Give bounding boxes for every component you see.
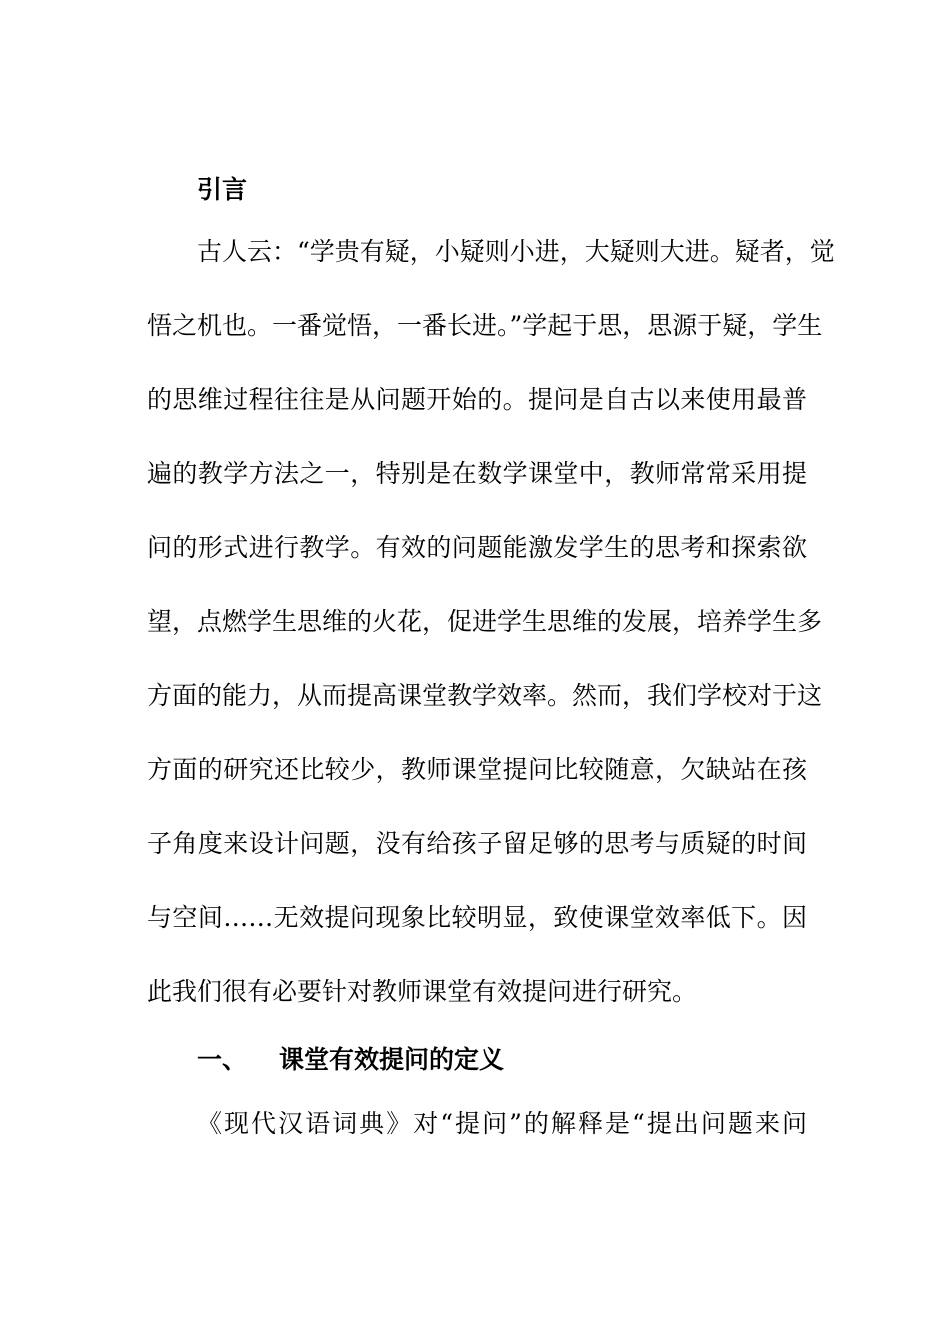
paragraph-line: 方面的能力，从而提高课堂教学效率。然而，我们学校对于这 (147, 681, 823, 710)
paragraph-line: 方面的研究还比较少，教师课堂提问比较随意，欠缺站在孩 (147, 755, 807, 784)
section-number: 一、 (197, 1045, 248, 1074)
paragraph-line: 望，点燃学生思维的火花，促进学生思维的发展，培养学生多 (147, 607, 823, 636)
paragraph-line: 遍的教学方法之一，特别是在数学课堂中，教师常常采用提 (147, 459, 807, 488)
section-paragraph (197, 1102, 807, 1176)
intro-heading: 引言 (197, 175, 248, 204)
paragraph-line: 古人云：“学贵有疑，小疑则小进，大疑则大进。疑者，觉 (197, 237, 835, 266)
section-title: 课堂有效提问的定义 (279, 1045, 505, 1074)
paragraph-line: 问的形式进行教学。有效的问题能激发学生的思考和探索欲 (147, 533, 807, 562)
paragraph-line: 《现代汉语词典》对“提问”的解释是“提出问题来问 (197, 1109, 807, 1138)
intro-paragraph (147, 230, 835, 1044)
paragraph-line: 子角度来设计问题，没有给孩子留足够的思考与质疑的时间 (147, 829, 807, 858)
paragraph-line: 与空间……无效提问现象比较明显，致使课堂效率低下。因 (147, 903, 807, 932)
paragraph-line: 的思维过程往往是从问题开始的。提问是自古以来使用最普 (147, 385, 807, 414)
paragraph-line: 此我们很有必要针对教师课堂有效提问进行研究。 (147, 977, 698, 1006)
paragraph-line: 悟之机也。一番觉悟，一番长进。”学起于思，思源于疑，学生 (147, 311, 823, 340)
section-heading (197, 1038, 504, 1082)
